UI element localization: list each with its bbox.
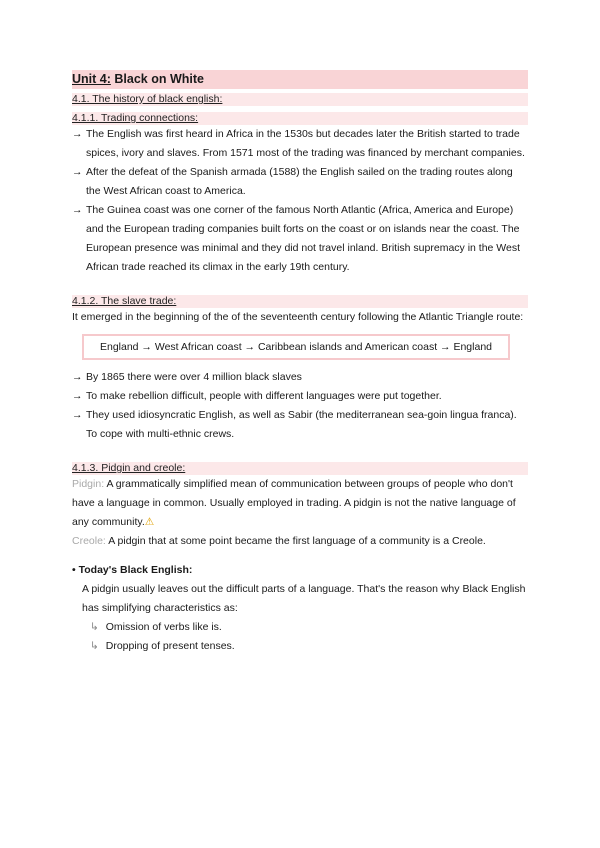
arrow-icon: → xyxy=(72,371,83,383)
arrow-icon: → xyxy=(72,409,83,421)
triangle-route-box xyxy=(82,334,510,360)
list-item xyxy=(72,163,528,201)
pidgin-term: Pidgin: xyxy=(72,478,105,490)
list-item xyxy=(72,618,528,637)
arrow-icon: → xyxy=(72,166,83,178)
list-item xyxy=(72,368,528,387)
arrow-icon: → xyxy=(72,204,83,216)
slave-trade-intro: It emerged in the beginning of the of the seventeenth century following the Atlantic Triangle route: xyxy=(72,311,524,323)
todays-paragraph: A pidgin usually leaves out the difficult parts of a language. That's the reason why Black English has simplifying characteristics as: xyxy=(82,583,526,614)
hook-arrow-icon: ↳ xyxy=(90,621,99,633)
dot-icon: • xyxy=(72,564,76,576)
todays-black-english-heading xyxy=(72,561,528,580)
bullet-text: To make rebellion difficult, people with different languages were put together. xyxy=(86,390,442,402)
bullet-text: The Guinea coast was one corner of the famous North Atlantic (Africa, America and Europe) and the European trading companies built forts on the coast or on islands near the coast. The European presence was minimal and they did not travel inland. British supremacy in the West African trade reached its climax in the early 19th century. xyxy=(86,204,521,273)
unit-heading xyxy=(72,70,528,89)
bullet-text: They used idiosyncratic English, as well as Sabir (the mediterranean sea-goin lingua franca). To cope with multi-ethnic crews. xyxy=(86,409,517,440)
arrow-icon: → xyxy=(72,390,83,402)
section-4-1-1-heading: 4.1.1. Trading connections: xyxy=(72,112,528,125)
list-item xyxy=(72,125,528,163)
creole-term: Creole: xyxy=(72,535,106,547)
warning-icon: ⚠ xyxy=(144,516,155,528)
pidgin-definition xyxy=(72,475,528,532)
bullet-text: The English was first heard in Africa in the 1530s but decades later the British started to trade spices, ivory and slaves. From 1571 most of the trading was financed by merchant companies. xyxy=(86,128,525,159)
sub-item-text: Dropping of present tenses. xyxy=(105,640,235,652)
bullet-text: After the defeat of the Spanish armada (1588) the English sailed on the trading routes along the West African coast to America. xyxy=(86,166,513,197)
route-text: England → West African coast → Caribbean islands and American coast → England xyxy=(99,340,493,353)
section-4-1-2-heading: 4.1.2. The slave trade: xyxy=(72,295,528,308)
unit-number: Unit 4: xyxy=(72,72,111,86)
list-item xyxy=(72,406,528,444)
arrow-icon: → xyxy=(72,128,83,140)
section-4-1-3-heading: 4.1.3. Pidgin and creole: xyxy=(72,462,528,475)
creole-def-text: A pidgin that at some point became the first language of a community is a Creole. xyxy=(108,535,486,547)
list-item xyxy=(72,201,528,277)
section-4-1-heading: 4.1. The history of black english: xyxy=(72,93,528,106)
document-page xyxy=(72,70,528,656)
hook-arrow-icon: ↳ xyxy=(90,640,99,652)
list-item xyxy=(72,637,528,656)
unit-title: Black on White xyxy=(114,72,204,86)
todays-heading-text: Today's Black English: xyxy=(78,564,193,576)
sub-item-text: Omission of verbs like is. xyxy=(105,621,222,633)
list-item xyxy=(72,387,528,406)
pidgin-def-text: A grammatically simplified mean of communication between groups of people who don't have a language in common. Usually employed in trading. A pidgin is not the native language of any community. xyxy=(72,478,516,528)
creole-definition xyxy=(72,532,528,551)
bullet-text: By 1865 there were over 4 million black slaves xyxy=(86,371,302,383)
